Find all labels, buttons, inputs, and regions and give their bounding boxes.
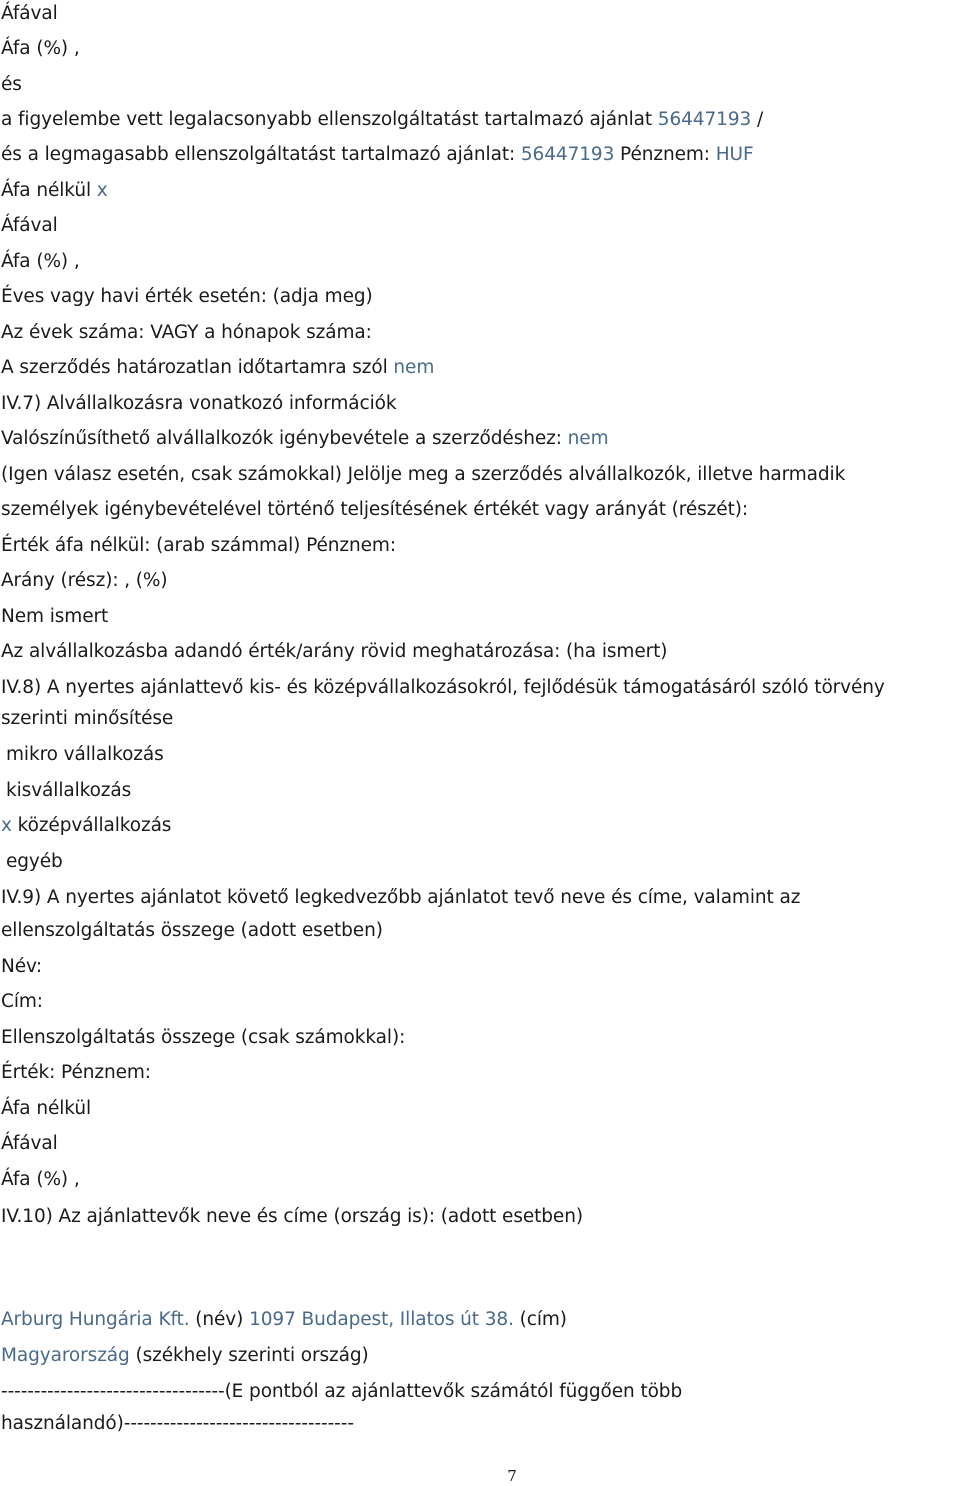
doc-line: szerinti minősítése bbox=[1, 708, 174, 729]
section-heading: IV.7) Alvállalkozásra vonatkozó információk bbox=[1, 393, 397, 414]
filled-value: nem bbox=[567, 428, 609, 449]
doc-line: Név: bbox=[1, 956, 42, 977]
doc-line: Ellenszolgáltatás összege (csak számokkal): bbox=[1, 1027, 406, 1048]
page-number: 7 bbox=[507, 1467, 517, 1485]
doc-line: Nem ismert bbox=[1, 606, 109, 627]
option-line: mikro vállalkozás bbox=[6, 744, 164, 765]
doc-line: Áfa (%) , bbox=[1, 38, 80, 59]
doc-line: Érték: Pénznem: bbox=[1, 1062, 151, 1083]
doc-line: Magyarország (székhely szerinti ország) bbox=[1, 1345, 369, 1366]
selected-mark: x bbox=[1, 815, 12, 836]
separator-line: használandó)----------------------------------- bbox=[1, 1413, 354, 1434]
doc-line: ellenszolgáltatás összege (adott esetben) bbox=[1, 920, 383, 941]
filled-value: nem bbox=[393, 357, 435, 378]
doc-line: Az alvállalkozásba adandó érték/arány rövid meghatározása: (ha ismert) bbox=[1, 641, 668, 662]
doc-line: Áfa (%) , bbox=[1, 1169, 80, 1190]
filled-value: 56447193 bbox=[520, 144, 615, 165]
doc-line: Arburg Hungária Kft. (név) 1097 Budapest, Illatos út 38. (cím) bbox=[1, 1309, 567, 1330]
doc-line: Az évek száma: VAGY a hónapok száma: bbox=[1, 322, 372, 343]
option-line: egyéb bbox=[6, 851, 63, 872]
doc-line: személyek igénybevételével történő teljesítésének értékét vagy arányát (részét): bbox=[1, 499, 748, 520]
doc-line: Áfával bbox=[1, 1133, 58, 1154]
separator-line: ----------------------------------(E pontból az ajánlattevők számától függően több bbox=[1, 1381, 683, 1402]
doc-line: Áfa nélkül x bbox=[1, 180, 108, 201]
doc-line: és bbox=[1, 74, 22, 95]
section-heading: IV.8) A nyertes ajánlattevő kis- és középvállalkozásokról, fejlődésük támogatásáról szóló törvény bbox=[1, 677, 885, 698]
filled-value: Magyarország bbox=[1, 1345, 130, 1366]
doc-line: Áfával bbox=[1, 3, 58, 24]
filled-value: HUF bbox=[715, 144, 754, 165]
doc-line: Cím: bbox=[1, 991, 43, 1012]
doc-line: a figyelembe vett legalacsonyabb ellenszolgáltatást tartalmazó ajánlat 56447193 / bbox=[1, 109, 764, 130]
section-heading: IV.9) A nyertes ajánlatot követő legkedvezőbb ajánlatot tevő neve és címe, valamint az bbox=[1, 887, 801, 908]
doc-line: A szerződés határozatlan időtartamra szól nem bbox=[1, 357, 435, 378]
section-heading: IV.10) Az ajánlattevők neve és címe (ország is): (adott esetben) bbox=[1, 1206, 583, 1227]
filled-value: Arburg Hungária Kft. bbox=[1, 1309, 190, 1330]
option-line: kisvállalkozás bbox=[6, 780, 132, 801]
doc-line: (Igen válasz esetén, csak számokkal) Jelölje meg a szerződés alvállalkozók, illetve harmadik bbox=[1, 464, 846, 485]
doc-line: Áfa (%) , bbox=[1, 251, 80, 272]
doc-line: Éves vagy havi érték esetén: (adja meg) bbox=[1, 286, 373, 307]
doc-line: és a legmagasabb ellenszolgáltatást tartalmazó ajánlat: 56447193 Pénznem: HUF bbox=[1, 144, 754, 165]
filled-value: 1097 Budapest, Illatos út 38. bbox=[249, 1309, 514, 1330]
filled-value: x bbox=[96, 180, 108, 201]
option-line-selected: x középvállalkozás bbox=[1, 815, 172, 836]
doc-line: Arány (rész): , (%) bbox=[1, 570, 168, 591]
filled-value: 56447193 bbox=[657, 109, 752, 130]
doc-line: Áfa nélkül bbox=[1, 1098, 91, 1119]
doc-line: Valószínűsíthető alvállalkozók igénybevétele a szerződéshez: nem bbox=[1, 428, 609, 449]
doc-line: Érték áfa nélkül: (arab számmal) Pénznem: bbox=[1, 535, 396, 556]
doc-line: Áfával bbox=[1, 215, 58, 236]
